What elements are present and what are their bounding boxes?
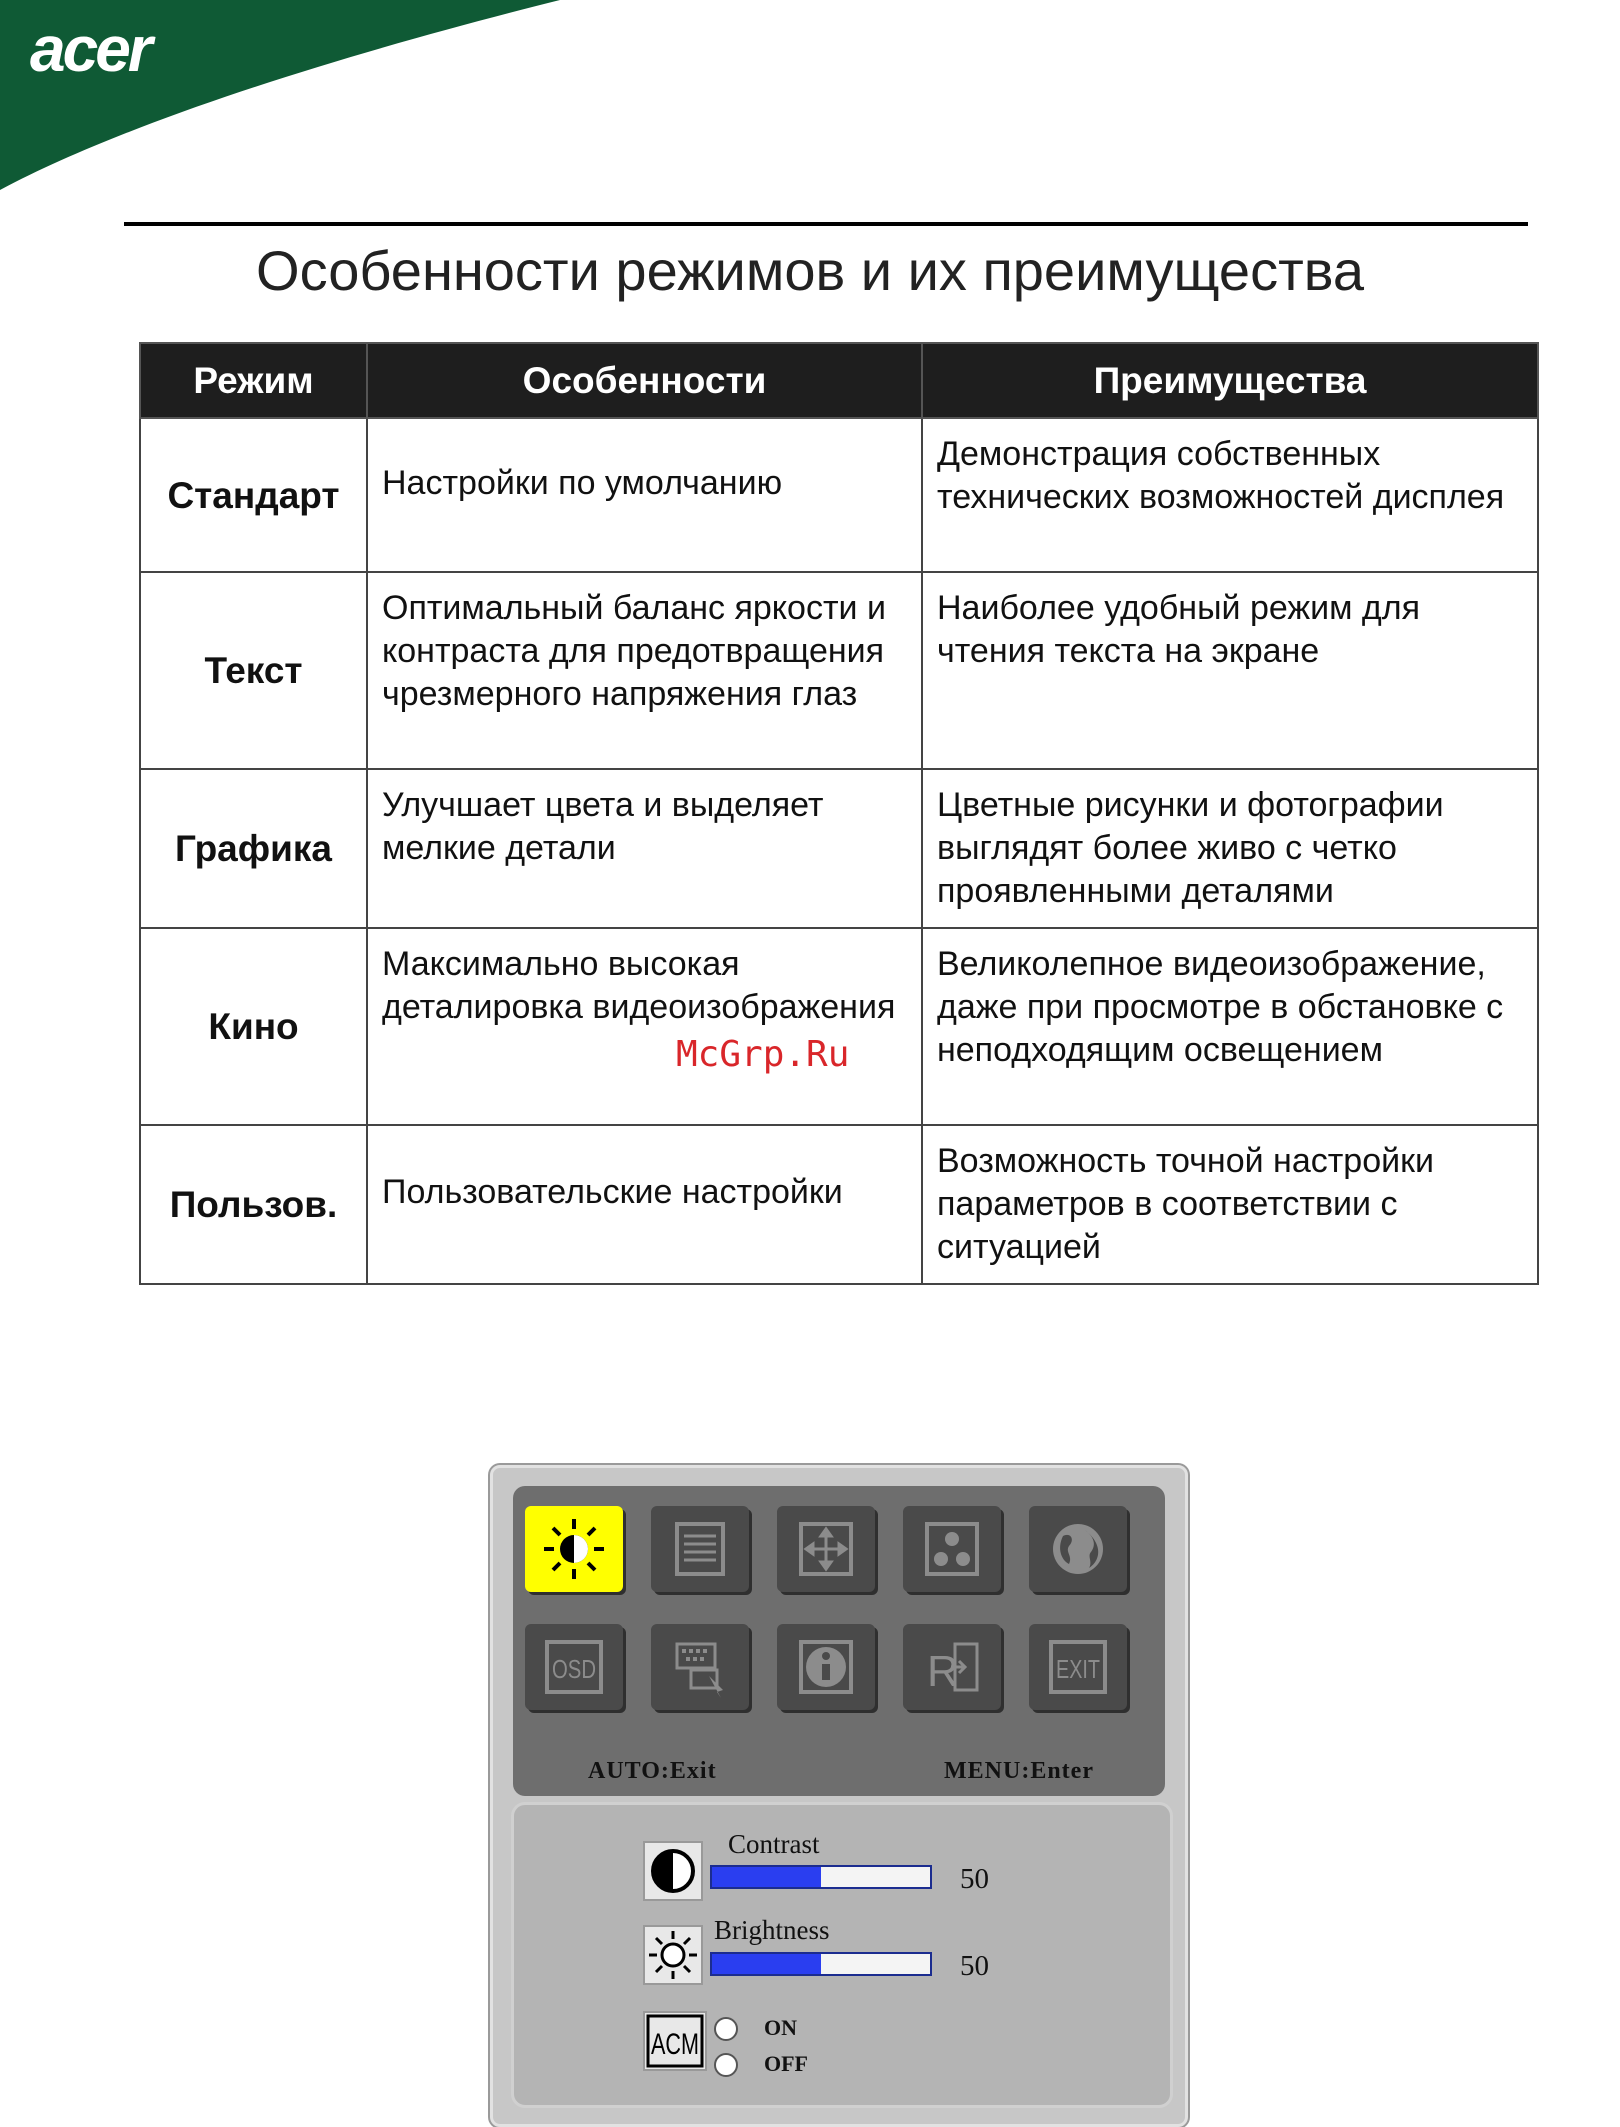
osd-osd-button[interactable]: [525, 1624, 623, 1710]
osd-brightness-panel: [511, 1802, 1173, 2108]
benefits-cell: Великолепное видеоизображение, даже при просмотре в обстановке с неподходящим освещением: [922, 928, 1538, 1125]
modes-table: [139, 342, 1539, 1285]
contrast-slider[interactable]: [710, 1865, 932, 1889]
acer-logo: acer: [30, 13, 150, 85]
benefits-cell: Возможность точной настройки параметров в соответствии с ситуацией: [922, 1125, 1538, 1284]
acm-on-label: ON: [764, 2015, 797, 2040]
osd-icon-label: OSD: [552, 1654, 596, 1684]
osd-icon-panel: [513, 1486, 1165, 1796]
mode-cell: Стандарт: [140, 418, 367, 572]
osd-signal-button[interactable]: [651, 1624, 749, 1710]
watermark: McGrp.Ru: [676, 1034, 850, 1075]
osd-brightness-button[interactable]: [525, 1506, 623, 1592]
table-row: [140, 418, 1538, 572]
information-icon: [777, 1624, 875, 1710]
features-text: Пользовательские настройки: [382, 1173, 843, 1211]
mode-cell: Графика: [140, 769, 367, 928]
contrast-icon: [643, 1841, 703, 1901]
osd-information-button[interactable]: [777, 1624, 875, 1710]
page-title: Особенности режимов и их преимущества: [256, 239, 1364, 302]
osd-icon: [525, 1624, 623, 1710]
signal-icon: [651, 1624, 749, 1710]
contrast-value: 50: [960, 1863, 989, 1895]
osd-input-button[interactable]: [903, 1624, 1001, 1710]
brightness-control-icon: [643, 1925, 703, 1985]
acm-on-radio[interactable]: [714, 2017, 738, 2041]
column-header-mode: Режим: [140, 343, 367, 418]
osd-language-button[interactable]: [1029, 1506, 1127, 1592]
acm-off-label: OFF: [764, 2051, 808, 2076]
features-cell: Оптимальный баланс яркости и контраста для предотвращения чрезмерного напряжения глаз: [367, 572, 922, 769]
table-row: [140, 928, 1538, 1125]
table-header-row: [140, 343, 1538, 418]
acm-icon-label: ACM: [651, 2028, 699, 2061]
auto-exit-hint: AUTO:Exit: [588, 1758, 717, 1784]
osd-image-settings-button[interactable]: [651, 1506, 749, 1592]
column-header-benefits: Преимущества: [922, 343, 1538, 418]
contrast-label: Contrast: [728, 1829, 820, 1859]
input-icon: [903, 1624, 1001, 1710]
features-cell: Максимально высокая деталировка видеоизображения: [367, 928, 922, 1125]
language-icon: [1029, 1506, 1127, 1592]
table-row: [140, 1125, 1538, 1284]
osd-color-button[interactable]: [903, 1506, 1001, 1592]
features-cell: Улучшает цвета и выделяет мелкие детали: [367, 769, 922, 928]
position-icon: [777, 1506, 875, 1592]
brightness-icon: [525, 1506, 623, 1592]
table-row: [140, 572, 1538, 769]
acm-off-radio[interactable]: [714, 2053, 738, 2077]
column-header-features: Особенности: [367, 343, 922, 418]
osd-position-button[interactable]: [777, 1506, 875, 1592]
table-row: [140, 769, 1538, 928]
mode-cell: Текст: [140, 572, 367, 769]
brightness-label: Brightness: [714, 1915, 830, 1945]
mode-cell: Кино: [140, 928, 367, 1125]
benefits-cell: Демонстрация собственных технических возможностей дисплея: [922, 418, 1538, 572]
brightness-value: 50: [960, 1950, 989, 1982]
brightness-slider-fill: [712, 1954, 821, 1974]
contrast-slider-fill: [712, 1867, 821, 1887]
benefits-cell: Наиболее удобный режим для чтения текста на экране: [922, 572, 1538, 769]
osd-menu: [490, 1465, 1188, 2127]
exit-icon-label: EXIT: [1056, 1654, 1101, 1684]
mode-cell: Пользов.: [140, 1125, 367, 1284]
svg-text:R: R: [927, 1647, 959, 1696]
color-icon: [903, 1506, 1001, 1592]
features-cell: [367, 418, 922, 572]
exit-icon: [1029, 1624, 1127, 1710]
osd-exit-button[interactable]: [1029, 1624, 1127, 1710]
benefits-cell: Цветные рисунки и фотографии выглядят более живо с четко проявленными деталями: [922, 769, 1538, 928]
header-rule: [124, 222, 1528, 226]
features-text: Настройки по умолчанию: [382, 463, 783, 502]
acm-icon: [643, 2011, 707, 2071]
image-settings-icon: [651, 1506, 749, 1592]
menu-enter-hint: MENU:Enter: [944, 1758, 1094, 1784]
brightness-slider[interactable]: [710, 1952, 932, 1976]
features-cell: [367, 1125, 922, 1284]
